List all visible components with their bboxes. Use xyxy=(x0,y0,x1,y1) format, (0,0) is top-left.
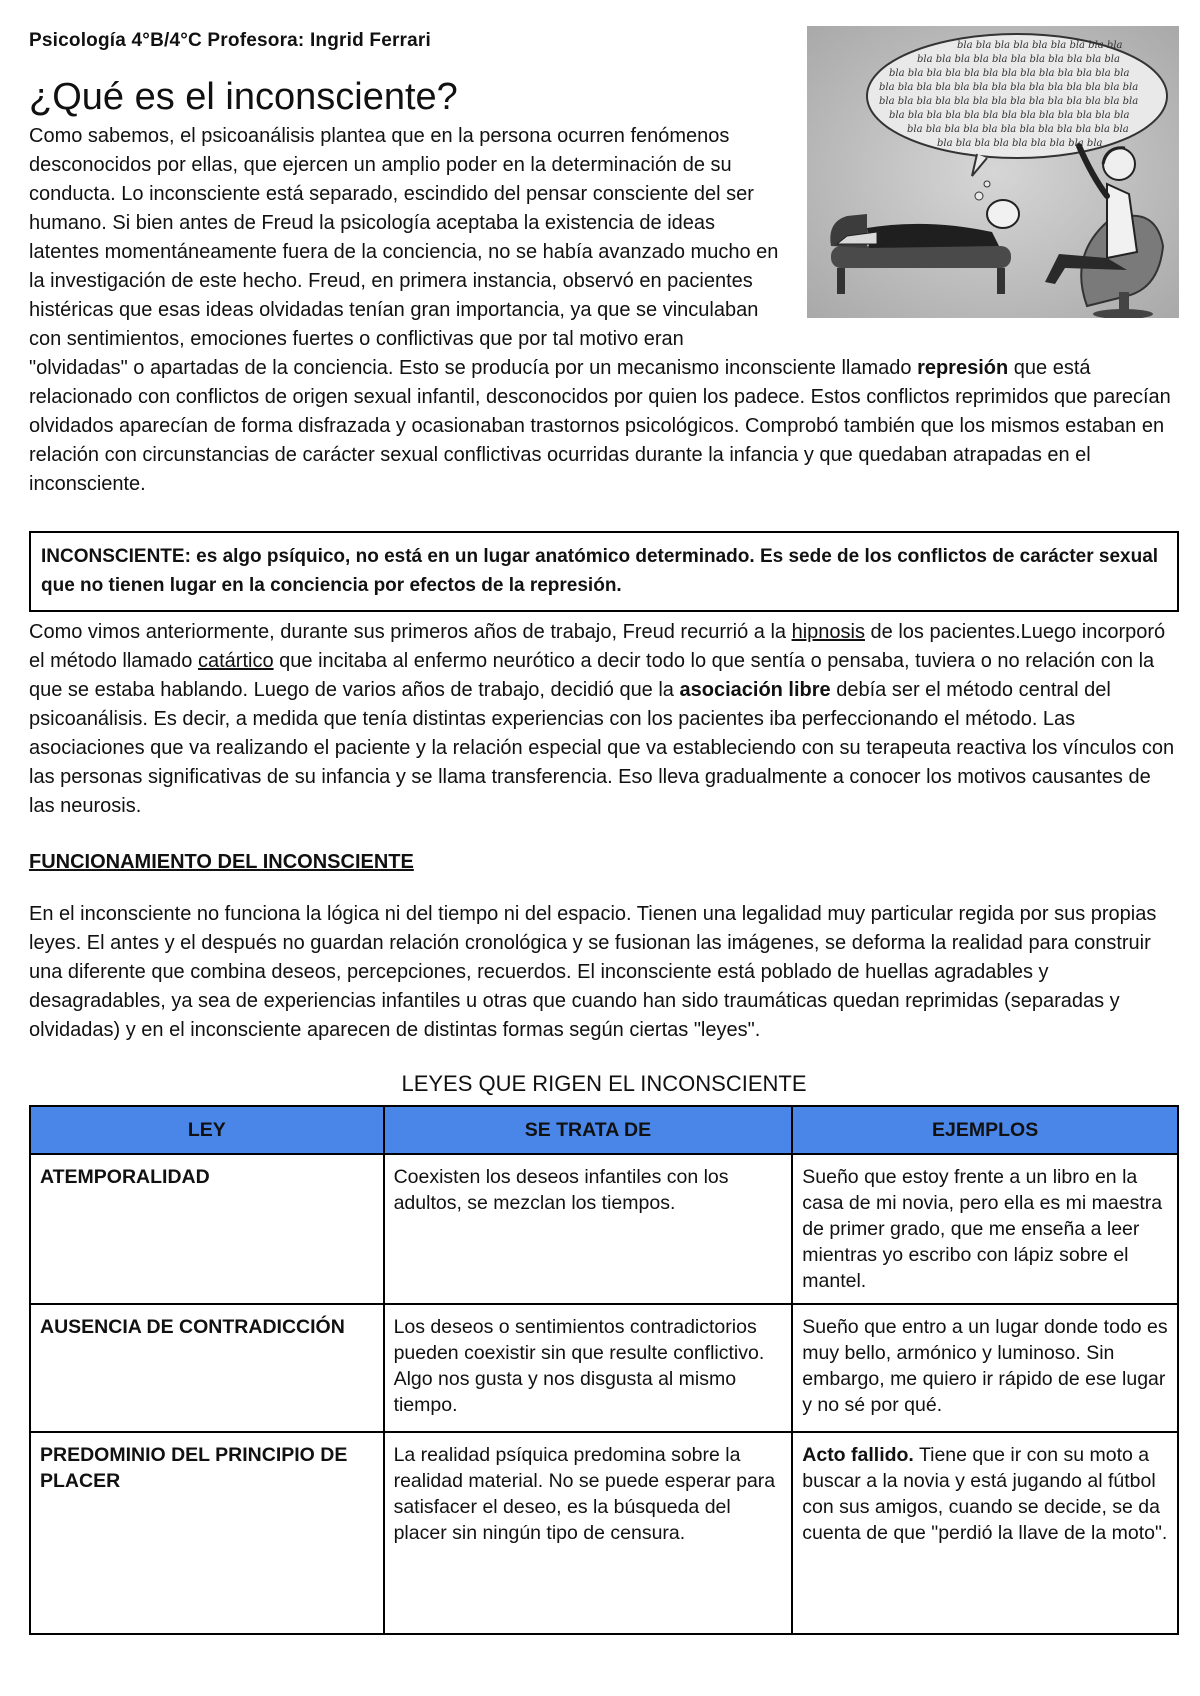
catartico-term: catártico xyxy=(198,650,274,672)
intro-bold-term: represión xyxy=(917,357,1009,379)
column-header-se-trata-de: SE TRATA DE xyxy=(384,1106,793,1154)
laws-table xyxy=(29,1105,1179,1635)
example-text: Tiene que ir con su moto a buscar a la novia y está jugando al fútbol con sus amigos, cuando se decide, se da cuenta de que "perdió la llave de la moto". xyxy=(802,1444,1168,1544)
law-name: AUSENCIA DE CONTRADICCIÓN xyxy=(30,1304,384,1432)
law-description: Los deseos o sentimientos contradictorios pueden coexistir sin que resulte conflictivo. Algo nos gusta y nos disgusta al mismo tiempo. xyxy=(384,1304,793,1432)
speech-bubble-line: bla bla bla bla bla bla bla bla bla bla bla bla bla xyxy=(889,68,1130,79)
method-text-3: que incitaba al enfermo neurótico a decir todo lo que sentía o pensaba, tuviera o no relación con la que se estaba hablando. Luego de varios años de trabajo, decidió que la xyxy=(29,650,1155,701)
table-title: LEYES QUE RIGEN EL INCONSCIENTE xyxy=(401,1071,807,1096)
section-title-funcionamiento: FUNCIONAMIENTO DEL INCONSCIENTE xyxy=(29,851,414,873)
column-header-ley: LEY xyxy=(30,1106,384,1154)
law-example xyxy=(792,1154,1178,1304)
law-description: La realidad psíquica predomina sobre la realidad material. No se puede esperar para satisfacer el deseo, es la búsqueda del placer sin ningún tipo de censura. xyxy=(384,1432,793,1634)
method-text-4: debía ser el método central del psicoanálisis. Es decir, a medida que tenía distintas experiencias con los pacientes iba perfeccionando el método. Las asociaciones que va realizando el paciente y la relación especial que va estableciendo con su terapeuta reactiva los vínculos con las personas significativas de su infancia y se llama transferencia. Eso lleva gradualmente a conocer los motivos causantes de las neurosis. xyxy=(29,679,1175,817)
method-text-1: Como vimos anteriormente, durante sus primeros años de trabajo, Freud recurrió a la xyxy=(29,621,787,643)
speech-bubble-line: bla bla bla bla bla bla bla bla bla bla bla bla bla bla xyxy=(879,96,1139,107)
intro-text: Como sabemos, el psicoanálisis plantea que en la persona ocurren fenómenos desconocidos por ellas, que ejercen un amplio poder en la determinación de su conducta. Lo inconsciente está separado, escindido del pensar consciente del ser humano. Si bien antes de Freud la psicología aceptaba la existencia de ideas latentes momentáneamente fuera de la conciencia, no se había avanzado mucho en la investigación de este hecho. Freud, en primera instancia, observó en pacientes histéricas que esas ideas olvidadas tenían gran importancia, ya que se vinculaban con sentimientos, emociones fuertes o conflictivas que por tal motivo eran "olvidadas" o apartadas de la conciencia. Esto se producía por un mecanismo inconsciente llamado xyxy=(29,125,912,379)
document-header: Psicología 4°B/4°C Profesora: Ingrid Ferrari xyxy=(29,30,431,51)
intro-text-end: que está relacionado con conflictos de origen sexual infantil, desconocidos por quien los padece. Estos conflictos reprimidos que parecían olvidados aparecían de forma disfrazada y ocasionaban trastornos psicológicos. Comprobó también que los mismos estaban en relación con circunstancias de carácter sexual conflictivas ocurridas durante la infancia y que quedaban atrapadas en el inconsciente. xyxy=(29,357,1171,495)
speech-bubble-line: bla bla bla bla bla bla bla bla bla xyxy=(957,40,1123,51)
law-description: Coexisten los deseos infantiles con los adultos, se mezclan los tiempos. xyxy=(384,1154,793,1304)
hipnosis-term: hipnosis xyxy=(791,621,865,643)
speech-bubble-line: bla bla bla bla bla bla bla bla bla bla bla bla bla bla xyxy=(879,82,1139,93)
example-bold: Acto fallido. xyxy=(802,1444,914,1466)
law-name: ATEMPORALIDAD xyxy=(30,1154,384,1304)
page-title: ¿Qué es el inconsciente? xyxy=(29,76,458,118)
table-row xyxy=(30,1154,1178,1304)
column-header-ejemplos: EJEMPLOS xyxy=(792,1106,1178,1154)
table-header-row xyxy=(30,1106,1178,1154)
speech-bubble-line: bla bla bla bla bla bla bla bla bla bla bla bla bla xyxy=(889,110,1130,121)
law-example xyxy=(792,1432,1178,1634)
definition-box: INCONSCIENTE: es algo psíquico, no está en un lugar anatómico determinado. Es sede de los conflictos de carácter sexual que no tienen lugar en la conciencia por efectos de la represión. xyxy=(29,531,1179,612)
document-page xyxy=(29,26,1179,1635)
table-row xyxy=(30,1432,1178,1634)
speech-bubble-line: bla bla bla bla bla bla bla bla bla bla bla bla xyxy=(907,124,1129,135)
speech-bubble-line: bla bla bla bla bla bla bla bla bla xyxy=(937,138,1103,149)
method-paragraph xyxy=(29,618,1179,821)
example-text: Sueño que entro a un lugar donde todo es muy bello, armónico y luminoso. Sin embargo, me quiero ir rápido de ese lugar y no sé por qué. xyxy=(802,1316,1168,1416)
method-text-2: de los pacientes.Luego incorporó el método llamado xyxy=(29,621,1166,672)
law-name: PREDOMINIO DEL PRINCIPIO DE PLACER xyxy=(30,1432,384,1634)
speech-bubble-line: bla bla bla bla bla bla bla bla bla bla bla xyxy=(917,54,1120,65)
example-text: Sueño que estoy frente a un libro en la casa de mi novia, pero ella es mi maestra de primer grado, que me enseña a leer mientras yo escribo con lápiz sobre el mantel. xyxy=(802,1166,1163,1292)
psychoanalysis-couch-illustration xyxy=(807,26,1179,318)
law-example xyxy=(792,1304,1178,1432)
asociacion-libre-term: asociación libre xyxy=(679,679,831,701)
table-row xyxy=(30,1304,1178,1432)
functioning-paragraph: En el inconsciente no funciona la lógica ni del tiempo ni del espacio. Tienen una legalidad muy particular regida por sus propias leyes. El antes y el después no guardan relación cronológica y se fusionan las imágenes, se deforma la realidad para construir una diferente que combina deseos, percepciones, recuerdos. El inconsciente está poblado de huellas agradables y desagradables, ya sea de experiencias infantiles u otras que cuando han sido traumáticas quedan reprimidas (separadas y olvidadas) y en el inconsciente aparecen de distintas formas según ciertas "leyes". xyxy=(29,903,1157,1041)
